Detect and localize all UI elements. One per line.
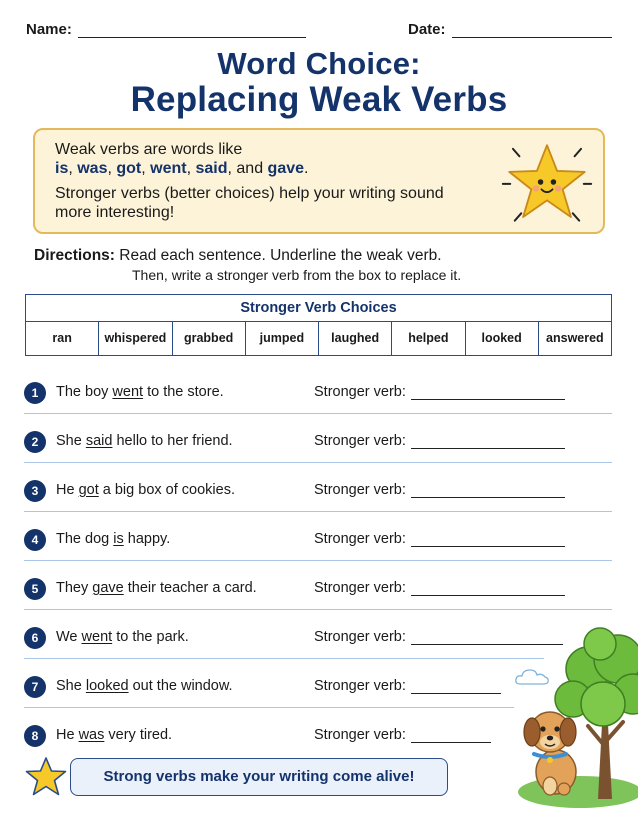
number-badge: 1: [24, 382, 46, 404]
row-divider: [24, 462, 612, 463]
answer-blank[interactable]: [411, 532, 565, 547]
stronger-verb-field: [314, 433, 565, 449]
row-divider: [24, 511, 612, 512]
page-title: Word Choice:: [217, 46, 421, 81]
number-badge: 5: [24, 578, 46, 600]
weak-verb: was: [77, 160, 108, 177]
stronger-verb-field: [314, 727, 491, 743]
date-label: Date:: [408, 21, 446, 38]
sentence-row: [24, 572, 612, 620]
date-field: [408, 21, 612, 38]
stronger-verb-label: Stronger verb:: [314, 531, 406, 547]
number-badge: 8: [24, 725, 46, 747]
sentence-row: [24, 523, 612, 571]
stronger-verb-label: Stronger verb:: [314, 433, 406, 449]
stronger-verb-field: [314, 384, 565, 400]
stronger-verb-label: Stronger verb:: [314, 482, 406, 498]
info-intro: Weak verbs are words like: [55, 141, 243, 158]
sentence-text: He was very tired.: [56, 727, 173, 743]
info-text: [55, 140, 455, 222]
weak-verb: said: [195, 160, 228, 177]
row-divider: [24, 560, 612, 561]
answer-blank[interactable]: [411, 434, 565, 449]
row-divider: [24, 609, 612, 610]
stronger-verb-label: Stronger verb:: [314, 727, 406, 743]
sentence-text: She said hello to her friend.: [56, 433, 233, 449]
answer-blank[interactable]: [411, 581, 565, 596]
sentence-row: [24, 376, 612, 424]
and-word: and: [236, 160, 264, 177]
sentence-text: We went to the park.: [56, 629, 189, 645]
smiling-star-icon: [501, 136, 593, 228]
stronger-verb-field: [314, 482, 565, 498]
sentence-text: He got a big box of cookies.: [56, 482, 235, 498]
row-divider: [24, 413, 612, 414]
number-badge: 2: [24, 431, 46, 453]
stronger-verb-label: Stronger verb:: [314, 580, 406, 596]
weak-verb-underlined: gave: [92, 580, 124, 596]
row-divider: [24, 658, 544, 659]
answer-blank[interactable]: [411, 385, 565, 400]
weak-verb-underlined: looked: [85, 678, 129, 694]
footer-banner: Strong verbs make your writing come alive!: [70, 758, 448, 796]
answer-blank[interactable]: [411, 728, 491, 743]
weak-verb: gave: [267, 160, 305, 177]
verb-cell: ran: [26, 322, 99, 355]
sentence-text: The dog is happy.: [56, 531, 171, 547]
number-badge: 6: [24, 627, 46, 649]
stronger-verb-label: Stronger verb:: [314, 629, 406, 645]
number-badge: 3: [24, 480, 46, 502]
verb-cell: helped: [392, 322, 465, 355]
directions-line1: Read each sentence. Underline the weak verb.: [119, 247, 442, 264]
stronger-verb-label: Stronger verb:: [314, 384, 406, 400]
verb-cell: looked: [466, 322, 539, 355]
weak-verb-underlined: said: [85, 433, 113, 449]
tree-and-dog-illustration: [488, 614, 638, 814]
weak-verb-underlined: is: [113, 531, 124, 547]
stronger-verb-field: [314, 580, 565, 596]
date-blank[interactable]: [452, 22, 612, 38]
directions: [34, 247, 462, 283]
sentence-text: She looked out the window.: [56, 678, 233, 694]
verb-table-heading: Stronger Verb Choices: [26, 295, 611, 322]
sentence-text: The boy went to the store.: [56, 384, 224, 400]
sentence-row: [24, 425, 612, 473]
name-label: Name:: [26, 21, 72, 38]
weak-verb-underlined: was: [78, 727, 105, 743]
star-icon: [24, 756, 68, 798]
info-box: [33, 128, 605, 234]
sentence-row: [24, 474, 612, 522]
number-badge: 4: [24, 529, 46, 551]
weak-verb: went: [150, 160, 187, 177]
info-body: Stronger verbs (better choices) help your writing sound more interesting!: [55, 185, 444, 221]
page-subtitle: Replacing Weak Verbs: [130, 80, 508, 119]
answer-blank[interactable]: [411, 483, 565, 498]
row-divider: [24, 707, 514, 708]
directions-label: Directions:: [34, 247, 115, 264]
verb-cell: grabbed: [173, 322, 246, 355]
verb-choices-table: [25, 294, 612, 356]
stronger-verb-field: [314, 531, 565, 547]
verb-cell: whispered: [99, 322, 172, 355]
weak-verb: got: [116, 160, 142, 177]
weak-verb-underlined: got: [78, 482, 99, 498]
weak-verb: is: [55, 160, 69, 177]
grass-icon: [518, 776, 638, 808]
directions-line2: Then, write a stronger verb from the box to replace it.: [132, 267, 462, 283]
verb-table-cells: [26, 322, 611, 355]
stronger-verb-label: Stronger verb:: [314, 678, 406, 694]
weak-verb-list: is, was, got, went, said, and gave.: [55, 160, 309, 177]
weak-verb-underlined: went: [81, 629, 113, 645]
weak-verb-underlined: went: [112, 384, 144, 400]
name-field: [26, 21, 306, 38]
verb-cell: jumped: [246, 322, 319, 355]
verb-cell: laughed: [319, 322, 392, 355]
sentence-text: They gave their teacher a card.: [56, 580, 257, 596]
name-blank[interactable]: [78, 22, 306, 38]
verb-cell: answered: [546, 331, 604, 345]
number-badge: 7: [24, 676, 46, 698]
stronger-verb-field: [314, 678, 501, 694]
